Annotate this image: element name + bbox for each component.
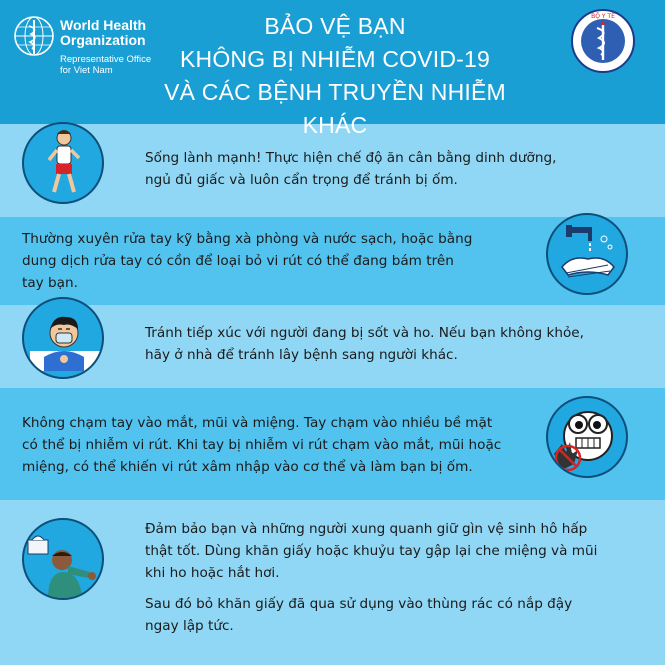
moh-seal-text: BỘ Y TẾ <box>591 13 615 20</box>
tip-3-illustration <box>22 297 104 379</box>
tip-1-text <box>145 147 556 191</box>
who-office-line-2: for Viet Nam <box>60 65 113 76</box>
tip-1-illustration <box>22 122 104 204</box>
tip-4-text <box>22 412 501 478</box>
title-line-1: BẢO VỆ BẠN <box>264 13 406 39</box>
cough-elbow-icon <box>24 520 102 598</box>
tip-4-line-3: miệng, có thể khiến vi rút xâm nhập vào cơ thể và làm bạn bị ốm. <box>22 459 473 475</box>
header <box>0 0 665 138</box>
who-logo <box>12 12 152 82</box>
tip-3-text <box>145 322 584 366</box>
who-emblem-icon <box>12 14 56 58</box>
tip-3-line-1: Tránh tiếp xúc với người đang bị sốt và ho. Nếu bạn không khỏe, <box>145 325 584 341</box>
tip-5-extra-line-1: Sau đó bỏ khăn giấy đã qua sử dụng vào thùng rác có nắp đậy <box>145 596 573 612</box>
tip-2-text <box>22 228 472 294</box>
tip-5-text <box>145 518 597 637</box>
who-office <box>60 54 151 76</box>
no-face-touch-icon <box>548 398 626 476</box>
tip-1-line-2: ngủ đủ giấc và luôn cẩn trọng để tránh bị ốm. <box>145 172 458 188</box>
page-title <box>150 10 520 142</box>
tip-2-line-1: Thường xuyên rửa tay kỹ bằng xà phòng và nước sạch, hoặc bằng <box>22 231 473 247</box>
tip-5-line-2: thật tốt. Dùng khăn giấy hoặc khuỷu tay gập lại che miệng và mũi <box>145 543 598 559</box>
tip-4-line-2: có thể bị nhiễm vi rút. Khi tay bị nhiễm vi rút chạm vào mắt, mũi hoặc <box>22 437 502 453</box>
tip-2-line-3: tay bạn. <box>22 275 78 291</box>
ministry-of-health-seal-icon <box>570 8 636 74</box>
runner-icon <box>24 124 102 202</box>
who-name-line-2: Organization <box>60 32 146 48</box>
tip-1-line-1: Sống lành mạnh! Thực hiện chế độ ăn cân bằng dinh dưỡng, <box>145 150 557 166</box>
tip-5-line-3: khi ho hoặc hắt hơi. <box>145 565 280 581</box>
tip-4-line-1: Không chạm tay vào mắt, mũi và miệng. Tay chạm vào nhiều bề mặt <box>22 415 493 431</box>
tip-5-line-1: Đảm bảo bạn và những người xung quanh giữ gìn vệ sinh hô hấp <box>145 521 588 537</box>
tip-4-illustration <box>546 396 628 478</box>
tip-3-line-2: hãy ở nhà để tránh lây bệnh sang người khác. <box>145 347 458 363</box>
who-name-line-1: World Health <box>60 17 147 33</box>
tip-5-extra-line-2: ngay lập tức. <box>145 618 234 634</box>
title-line-2: KHÔNG BỊ NHIỄM COVID-19 <box>179 46 491 72</box>
who-office-line-1: Representative Office <box>60 54 152 65</box>
tip-5-illustration <box>22 518 104 600</box>
sick-person-icon <box>24 299 102 377</box>
who-name <box>60 18 146 48</box>
handwash-icon <box>548 215 626 293</box>
tip-2-illustration <box>546 213 628 295</box>
tip-5-spacer <box>145 584 597 593</box>
title-line-3: VÀ CÁC BỆNH TRUYỀN NHIỄM KHÁC <box>164 79 506 138</box>
tip-2-line-2: dung dịch rửa tay có cồn để loại bỏ vi rút có thể đang bám trên <box>22 253 454 269</box>
